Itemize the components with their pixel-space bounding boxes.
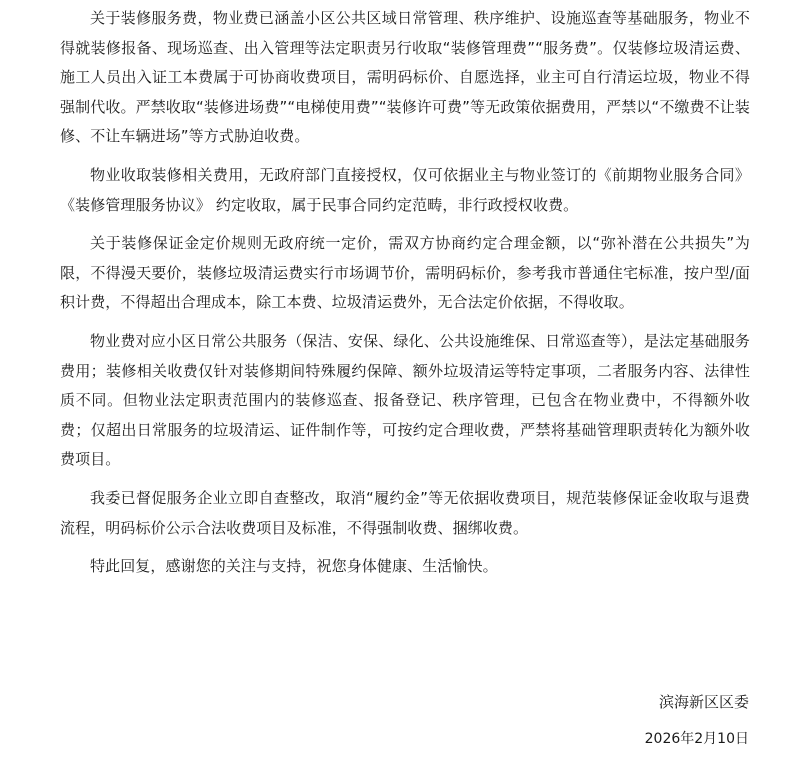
paragraph-closing: 特此回复，感谢您的关注与支持，祝您身体健康、生活愉快。 — [90, 557, 498, 576]
paragraph-deposit-pricing: 关于装修保证金定价规则无政府统一定价，需双方协商约定合理金额，以“弥补潜在公共损失”为限，不得漫天要价，装修垃圾清运费实行市场调节价，需明码标价，参考我市普通住宅标准，按户型/面积计费，不得超出合理成本，除工本费、垃圾清运费外，无合法定价依据，不得收取。 — [60, 234, 750, 312]
paragraph-rectification: 我委已督促服务企业立即自查整改，取消“履约金”等无依据收费项目，规范装修保证金收取与退费流程，明码标价公示合法收费项目及标准，不得强制收费、捆绑收费。 — [60, 488, 750, 537]
paragraph-decoration-service-fee: 关于装修服务费，物业费已涵盖小区公共区域日常管理、秩序维护、设施巡查等基础服务，物业不得就装修报备、现场巡查、出入管理等法定职责另行收取“装修管理费”“服务费”。仅装修垃圾清运费、施工人员出入证工本费属于可协商收费项目，需明码标价、自愿选择，业主可自行清运垃圾，物业不得强制代收。严禁收取“装修进场费”“电梯使用费”“装修许可费”等无政策依据费用，严禁以“不缴费不让装修、不让车辆进场”等方式胁迫收费。 — [60, 9, 750, 146]
signature-organization: 滨海新区区委 — [658, 693, 749, 711]
signature-date: 2026年2月10日 — [644, 731, 749, 747]
reply-document — [60, 4, 750, 591]
paragraph-fee-authorization: 物业收取装修相关费用，无政府部门直接授权，仅可依据业主与物业签订的《前期物业服务合同》《装修管理服务协议》 约定收取，属于民事合同约定范畴，非行政授权收费。 — [60, 165, 750, 214]
paragraph-property-fee-scope: 物业费对应小区日常公共服务（保洁、安保、绿化、公共设施维保、日常巡查等），是法定基础服务费用；装修相关收费仅针对装修期间特殊履约保障、额外垃圾清运等特定事项，二者服务内容、法律性质不同。但物业法定职责范围内的装修巡查、报备登记、秩序管理，已包含在物业费中，不得额外收费；仅超出日常服务的垃圾清运、证件制作等，可按约定合理收费，严禁将基础管理职责转化为额外收费项目。 — [60, 331, 750, 469]
